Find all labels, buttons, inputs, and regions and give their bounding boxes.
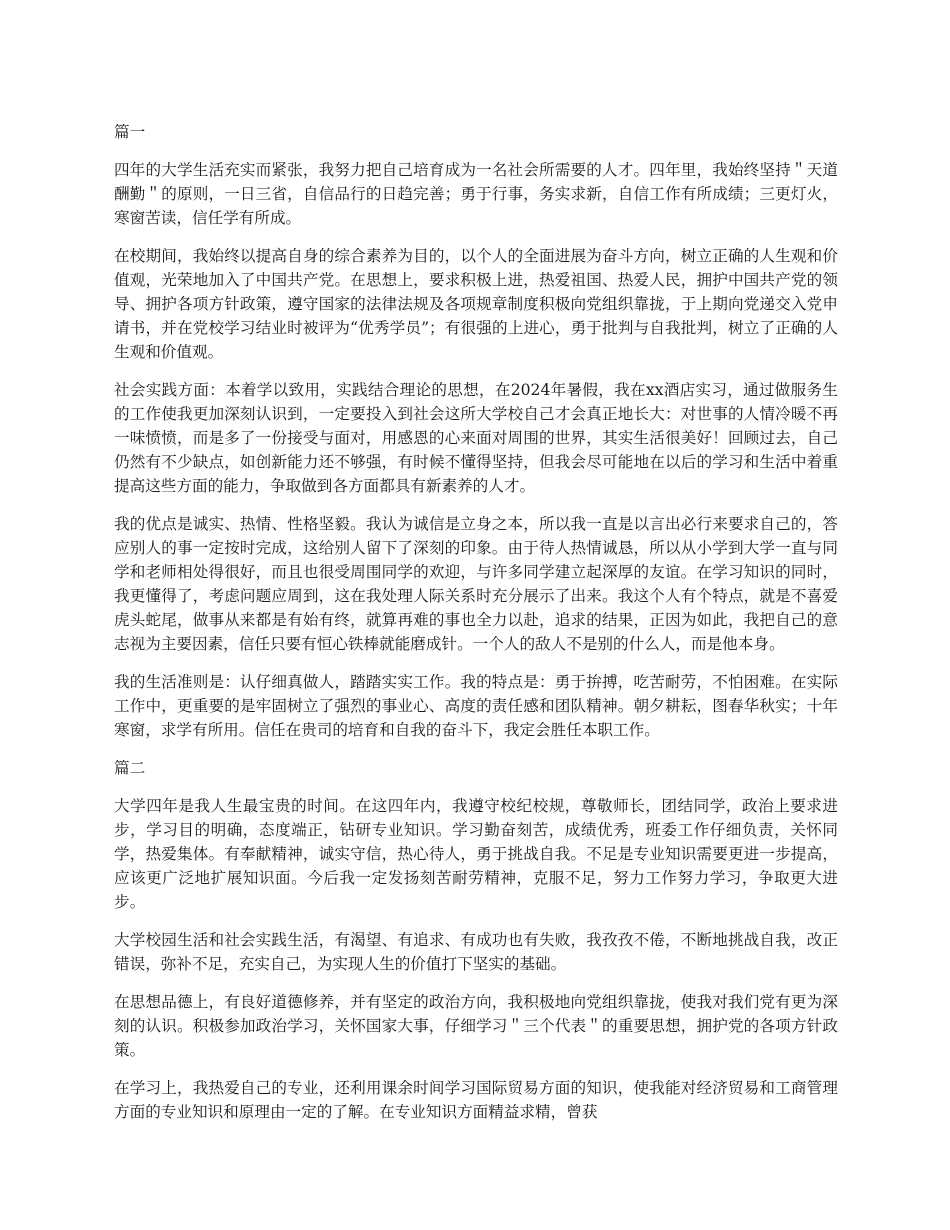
paragraph: 在思想品德上，有良好道德修养，并有坚定的政治方向，我积极地向党组织靠拢，使我对我们党有更为深刻的认识。积极参加政治学习，关怀国家大事，仔细学习＂三个代表＂的重要思想，拥护党的各项方针政策。 — [114, 993, 838, 1059]
paragraph: 大学校园生活和社会实践生活，有渴望、有追求、有成功也有失败，我孜孜不倦，不断地挑战自我，改正错误，弥补不足，充实自己，为实现人生的价值打下坚实的基础。 — [114, 931, 838, 973]
paragraph: 我的生活准则是：认仔细真做人，踏踏实实工作。我的特点是：勇于拚搏，吃苦耐劳，不怕困难。在实际工作中，更重要的是牢固树立了强烈的事业心、高度的责任感和团队精神。朝夕耕耘，图春华秋实；十年寒窗，求学有所用。信任在贵司的培育和自我的奋斗下，我定会胜任本职工作。 — [114, 673, 838, 739]
section-heading: 篇一 — [114, 123, 146, 141]
paragraph: 社会实践方面：本着学以致用，实践结合理论的思想，在2024年暑假，我在xx酒店实习，通过做服务生的工作使我更加深刻认识到，一定要投入到社会这所大学校自己才会真正地长大：对世事的人情冷暖不再一味愤愤，而是多了一份接受与面对，用感恩的心来面对周围的世界，其实生活很美好！回顾过去，自己仍然有不少缺点，如创新能力还不够强，有时候不懂得坚持，但我会尽可能地在以后的学习和生活中着重提高这些方面的能力，争取做到各方面都具有新素养的人才。 — [114, 381, 838, 495]
section-heading: 篇二 — [114, 759, 146, 777]
paragraph: 大学四年是我人生最宝贵的时间。在这四年内，我遵守校纪校规，尊敬师长，团结同学，政治上要求进步，学习目的明确，态度端正，钻研专业知识。学习勤奋刻苦，成绩优秀，班委工作仔细负责，关怀同学，热爱集体。有奉献精神，诚实守信，热心待人，勇于挑战自我。不足是专业知识需要更进一步提高，应该更广泛地扩展知识面。今后我一定发扬刻苦耐劳精神，克服不足，努力工作努力学习，争取更大进步。 — [114, 797, 838, 911]
paragraph: 我的优点是诚实、热情、性格坚毅。我认为诚信是立身之本，所以我一直是以言出必行来要求自己的，答应别人的事一定按时完成，这给别人留下了深刻的印象。由于待人热情诚恳，所以从小学到大学一直与同学和老师相处得很好，而且也很受周围同学的欢迎，与许多同学建立起深厚的友谊。在学习知识的同时，我更懂得了，考虑问题应周到，这在我处理人际关系时充分展示了出来。我这个人有个特点，就是不喜爱虎头蛇尾，做事从来都是有始有终，就算再难的事也全力以赴，追求的结果，正因为如此，我把自己的意志视为主要因素，信任只要有恒心铁棒就能磨成针。一个人的敌人不是别的什么人，而是他本身。 — [114, 515, 838, 653]
paragraph: 在校期间，我始终以提高自身的综合素养为目的，以个人的全面进展为奋斗方向，树立正确的人生观和价值观，光荣地加入了中国共产党。在思想上，要求积极上进，热爱祖国、热爱人民，拥护中国共产党的领导、拥护各项方针政策，遵守国家的法律法规及各项规章制度积极向党组织靠拢，于上期向党递交入党申请书，并在党校学习结业时被评为“优秀学员”；有很强的上进心，勇于批判与自我批判，树立了正确的人生观和价值观。 — [114, 247, 838, 361]
paragraph: 四年的大学生活充实而紧张，我努力把自己培育成为一名社会所需要的人才。四年里，我始终坚持＂天道酬勤＂的原则，一日三省，自信品行的日趋完善；勇于行事，务实求新，自信工作有所成绩；三更灯火，寒窗苦读，信任学有所成。 — [114, 161, 838, 227]
document-page — [114, 120, 838, 1138]
paragraph: 在学习上，我热爱自己的专业，还利用课余时间学习国际贸易方面的知识，使我能对经济贸易和工商管理方面的专业知识和原理由一定的了解。在专业知识方面精益求精，曾获 — [114, 1079, 838, 1121]
